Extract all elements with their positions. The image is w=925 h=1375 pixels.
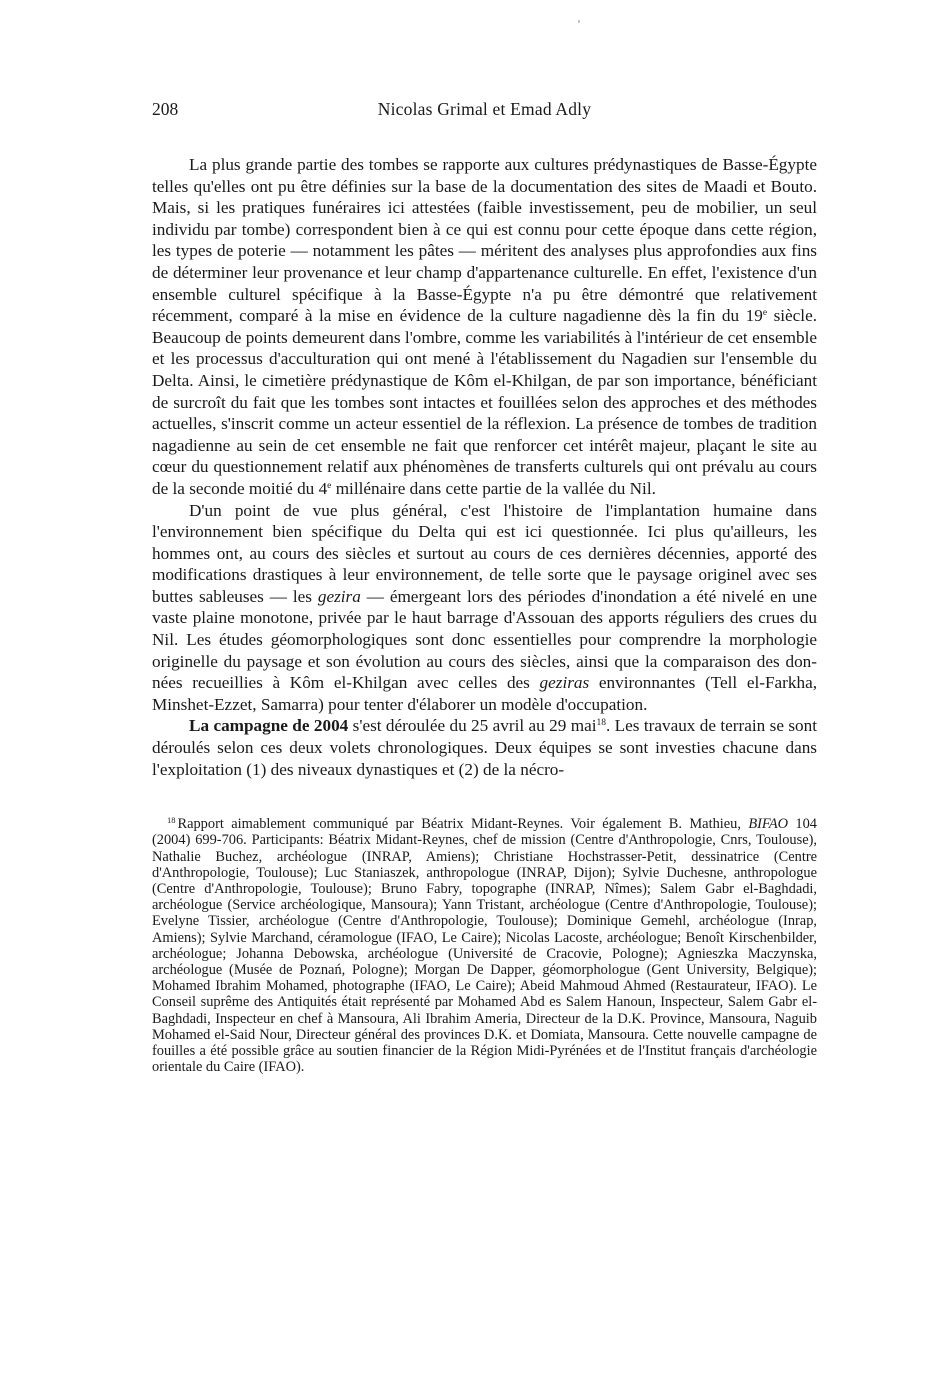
paragraph-3-text: s'est déroulée du 25 avril au 29 mai xyxy=(348,716,597,736)
campaign-heading: La campagne de 2004 xyxy=(189,716,349,736)
running-header xyxy=(152,96,817,122)
paragraph-2-text: environnantes (Tell el-Farkha, Minshet-Ezzet, Samarra) pour tenter d'élaborer un modèle d'occupation. xyxy=(152,673,817,714)
ordinal-suffix: e xyxy=(327,480,332,491)
term-gezira: gezira xyxy=(317,586,361,606)
main-text xyxy=(152,154,817,780)
paragraph-2 xyxy=(152,500,817,716)
running-title: Nicolas Grimal et Emad Adly xyxy=(377,99,592,119)
footnotes-section xyxy=(152,816,817,1075)
footnote-reference[interactable]: 18 xyxy=(596,718,606,729)
footnote-18 xyxy=(152,816,817,1075)
paragraph-1-text-end: millénaire dans cette partie de la vallée du Nil. xyxy=(331,478,656,498)
paragraph-3-text: . Les travaux de terrain se sont déroulés selon ces deux volets chronologiques. Deux équipes se sont investies chacune dans l'exploitation (1) des niveaux dynastiques et (2) de la nécro- xyxy=(152,716,817,779)
footnote-text: 104 (2004) 699-706. Participants: Béatrix Midant-Reynes, chef de mission (Centre d'Anthropologie, Cnrs, Toulouse), Nathalie Buchez, archéologue (INRAP, Amiens); Christiane Hochstrasser-Petit, dessinatrice (Centre d'Anthropologie, Toulouse); Luc Staniaszek, anthropologue (INRAP, Dijon); Sylvie Duchesne, anthropologue (Centre d'Anthropologie, Toulouse); Bruno Fabry, topographe (INRAP, Nîmes); Salem Gabr el-Baghdadi, archéologue (Service archéologique, Mansoura); Yann Tristant, archéologue (Centre d'Anthropologie, Toulouse); Evelyne Tissier, archéologue (Centre d'Anthropologie, Toulouse); Dominique Gemehl, archéologue (Inrap, Amiens); Sylvie Marchand, céramologue (IFAO, Le Caire); Nicolas Lacoste, archéologue; Benoît Kirschenbilder, archéologue; Johanna Debowska, archéologue (Université de Cracovie, Pologne); Agnieszka Maczynska, archéologue (Musée de Poznań, Pologne); Morgan De Dapper, géomorphologue (Gent University, Belgique); Mohamed Ibrahim Mohamed, photographe (IFAO, Le Caire); Abeid Mahmoud Ahmed (Restaurateur, IFAO). Le Conseil suprême des Antiquités était représenté par Mohamed Abd es Salem Hanoun, Inspecteur, Salem Gabr el-Baghdadi, Inspecteur en chef à Mansoura, Ali Ibrahim Ameria, Directeur de la D.K. Province, Mansoura, Naguib Mohamed el-Said Nour, Directeur général des provinces D.K. et Domiata, Mansoura. Cette nouvelle campagne de fouilles a été possible grâce au soutien financier de la Région Midi-Pyrénées et de l'Institut français d'archéologie orientale du Caire (IFAO). xyxy=(152,816,817,1076)
paragraph-2-text: D'un point de vue plus général, c'est l'histoire de l'implantation humaine dans l'environnement bien spécifique du Delta qui est ici questionnée. Ici plus qu'ailleurs, les hommes ont, au cours des siècles et surtout au cours de ces dernières décennies, apporté des modifications drastiques à leur environnement, de telle sorte que le paysage originel avec ses buttes sableuses — les xyxy=(152,500,817,606)
paragraph-2-text: — émergeant lors des périodes d'inondation a été nivelé en une vaste plaine monotone, privée par le haut barrage d'Assouan des apports réguliers des crues du Nil. Les études géomorphologiques sont donc essentielles pour comprendre la morphologie originelle du paysage et son évolution au cours des siècles, ainsi que la comparaison des données recueillies à Kôm el-Khilgan avec celles des xyxy=(152,586,817,693)
paragraph-1-text-cont: siècle. Beaucoup de points demeurent dans l'ombre, comme les variabilités à l'intérieur de cet ensemble et les processus d'acculturation qui ont mené à l'établissement du Nagadien sur l'ensemble du Delta. Ainsi, le cimetière prédynastique de Kôm el-Khilgan, de par son importance, bénéficiant de surcroît du fait que les tombes sont intactes et fouillées selon des approches et des méthodes actuelles, s'inscrit comme un acteur essentiel de la réflexion. La présence de tombes de tradition nagadienne au sein de cet ensemble ne fait que renforcer cet intérêt majeur, plaçant le site au cœur du questionnement relatif aux phénomènes de transferts culturels qui ont prévalu au cours de la seconde moitié du 4 xyxy=(152,306,817,498)
term-geziras: geziras xyxy=(539,673,590,693)
paragraph-3 xyxy=(152,715,817,780)
ordinal-suffix: e xyxy=(762,308,768,319)
paragraph-1-text: La plus grande partie des tombes se rapporte aux cultures prédynastiques de Basse-Égypte telles qu'elles ont pu être définies sur la base de la documentation des sites de Maadi et Bouto. Mais, si les pratiques funéraires ici attestées (faible investissement, peu de mobilier, un seul individu par tombe) correspondent bien à ce qui est connu pour cette époque dans cette région, les types de poterie — notamment les pâtes — méritent des analyses plus approfondies aux fins de déterminer leur provenance et leur champ d'appartenance culturelle. En effet, l'existence d'un ensemble culturel spécifique à la Basse-Égypte n'a pu être démontré que relativement récemment, comparé à la mise en évidence de la culture nagadienne dès la fin du 19 xyxy=(152,155,817,326)
scan-speck xyxy=(578,20,580,23)
footnote-marker: 18 xyxy=(167,815,176,826)
page-number: 208 xyxy=(152,99,179,119)
document-page xyxy=(152,96,817,1075)
footnote-text: Rapport aimablement communiqué par Béatrix Midant-Reynes. Voir également B. Mathieu, xyxy=(177,816,749,833)
journal-title: BIFAO xyxy=(748,816,789,833)
paragraph-1 xyxy=(152,154,817,500)
